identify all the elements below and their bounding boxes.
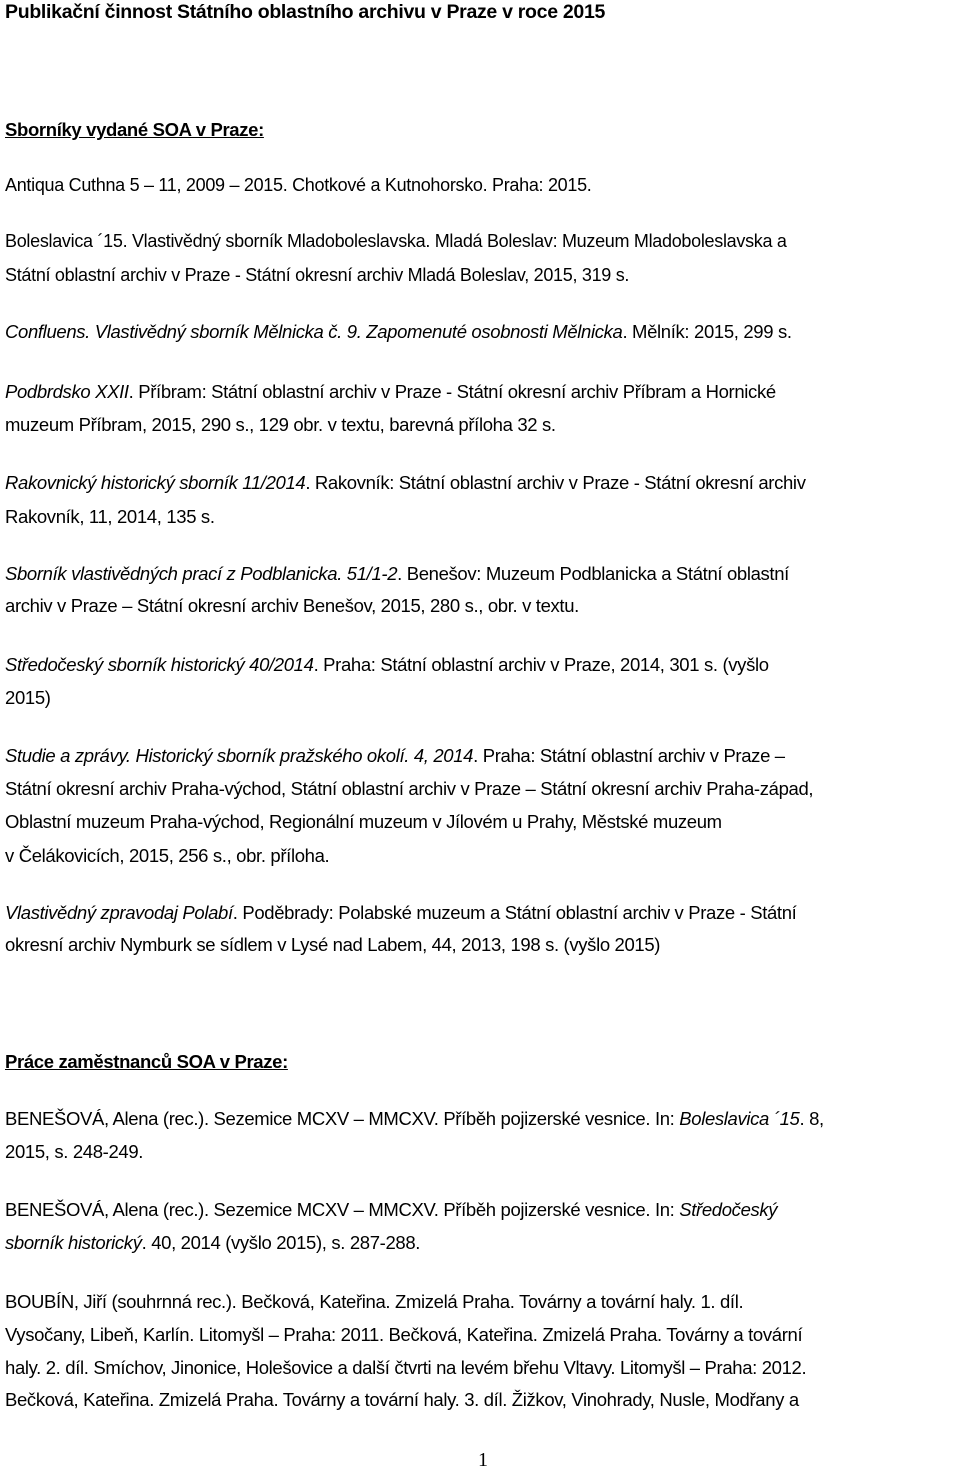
entry-line: muzeum Příbram, 2015, 290 s., 129 obr. v textu, barevná příloha 32 s. bbox=[5, 414, 556, 435]
entry-line: BOUBÍN, Jiří (souhrnná rec.). Bečková, Kateřina. Zmizelá Praha. Továrny a tovární haly. 1. díl. bbox=[5, 1291, 744, 1312]
entry-line: Boleslavica ´15. Vlastivědný sborník Mladoboleslavska. Mladá Boleslav: Muzeum Mladoboleslavska a bbox=[5, 231, 787, 251]
publication-details: . 8, bbox=[799, 1108, 824, 1129]
entry-line: Antiqua Cuthna 5 – 11, 2009 – 2015. Chotkové a Kutnohorsko. Praha: 2015. bbox=[5, 175, 592, 195]
publication-title: Vlastivědný zpravodaj Polabí bbox=[5, 902, 233, 923]
publication-details: . Benešov: Muzeum Podblanicka a Státní oblastní bbox=[397, 563, 789, 584]
entry-line: Státní okresní archiv Praha-východ, Státní oblastní archiv v Praze – Státní okresní archiv Praha-západ, bbox=[5, 778, 814, 799]
publication-title: Rakovnický historický sborník 11/2014 bbox=[5, 472, 306, 493]
entry-line: v Čelákovicích, 2015, 256 s., obr. příloha. bbox=[5, 845, 330, 866]
entry-line: Bečková, Kateřina. Zmizelá Praha. Továrny a tovární haly. 3. díl. Žižkov, Vinohrady, Nusle, Modřany a bbox=[5, 1389, 799, 1410]
list-item bbox=[5, 320, 792, 344]
publication-details: . Praha: Státní oblastní archiv v Praze, 2014, 301 s. (vyšlo bbox=[313, 654, 769, 675]
publication-title: Podbrdsko XXII bbox=[5, 381, 129, 402]
section-heading-sborniky: Sborníky vydané SOA v Praze: bbox=[5, 119, 264, 140]
entry-line: Rakovník, 11, 2014, 135 s. bbox=[5, 506, 215, 527]
entry-line: Oblastní muzeum Praha-východ, Regionální muzeum v Jílovém u Prahy, Městské muzeum bbox=[5, 811, 722, 832]
publication-title: Confluens. Vlastivědný sborník Mělnicka č. 9. Zapomenuté osobnosti Mělnicka bbox=[5, 321, 623, 342]
publication-title: sborník historický bbox=[5, 1232, 142, 1253]
publication-details: . Praha: Státní oblastní archiv v Praze – bbox=[473, 745, 785, 766]
entry-line: archiv v Praze – Státní okresní archiv Benešov, 2015, 280 s., obr. v textu. bbox=[5, 595, 579, 616]
entry-line: okresní archiv Nymburk se sídlem v Lysé nad Labem, 44, 2013, 198 s. (vyšlo 2015) bbox=[5, 934, 661, 955]
publication-title: Středočeský sborník historický 40/2014 bbox=[5, 654, 314, 675]
entry-text: BENEŠOVÁ, Alena (rec.). Sezemice MCXV – MMCXV. Příběh pojizerské vesnice. In: bbox=[5, 1108, 680, 1129]
entry-line: Státní oblastní archiv v Praze - Státní okresní archiv Mladá Boleslav, 2015, 319 s. bbox=[5, 265, 630, 285]
entry-line: Vysočany, Libeň, Karlín. Litomyšl – Praha: 2011. Bečková, Kateřina. Zmizelá Praha. Továrny a tovární bbox=[5, 1324, 803, 1345]
publication-details: . Mělník: 2015, 299 s. bbox=[622, 321, 792, 342]
publication-title: Studie a zprávy. Historický sborník pražského okolí. 4, 2014 bbox=[5, 745, 474, 766]
publication-title: Středočeský bbox=[679, 1199, 778, 1220]
publication-title: Sborník vlastivědných prací z Podblanicka. 51/1-2 bbox=[5, 563, 398, 584]
entry-text: BENEŠOVÁ, Alena (rec.). Sezemice MCXV – MMCXV. Příběh pojizerské vesnice. In: bbox=[5, 1199, 680, 1220]
entry-line: 2015, s. 248-249. bbox=[5, 1141, 144, 1162]
publication-details: . Rakovník: Státní oblastní archiv v Praze - Státní okresní archiv bbox=[305, 472, 806, 493]
page-number: 1 bbox=[478, 1449, 488, 1471]
entry-line: haly. 2. díl. Smíchov, Jinonice, Holešovice a další čtvrti na levém břehu Vltavy. Litomyšl – Praha: 2012. bbox=[5, 1357, 807, 1378]
document-title: Publikační činnost Státního oblastního archivu v Praze v roce 2015 bbox=[5, 1, 606, 23]
publication-details: . 40, 2014 (vyšlo 2015), s. 287-288. bbox=[141, 1232, 421, 1253]
section-heading-prace: Práce zaměstnanců SOA v Praze: bbox=[5, 1051, 288, 1072]
entry-line: 2015) bbox=[5, 687, 51, 708]
publication-title: Boleslavica ´15 bbox=[679, 1108, 800, 1129]
publication-details: . Příbram: Státní oblastní archiv v Praze - Státní okresní archiv Příbram a Hornické bbox=[128, 381, 776, 402]
publication-details: . Poděbrady: Polabské muzeum a Státní oblastní archiv v Praze - Státní bbox=[232, 902, 797, 923]
